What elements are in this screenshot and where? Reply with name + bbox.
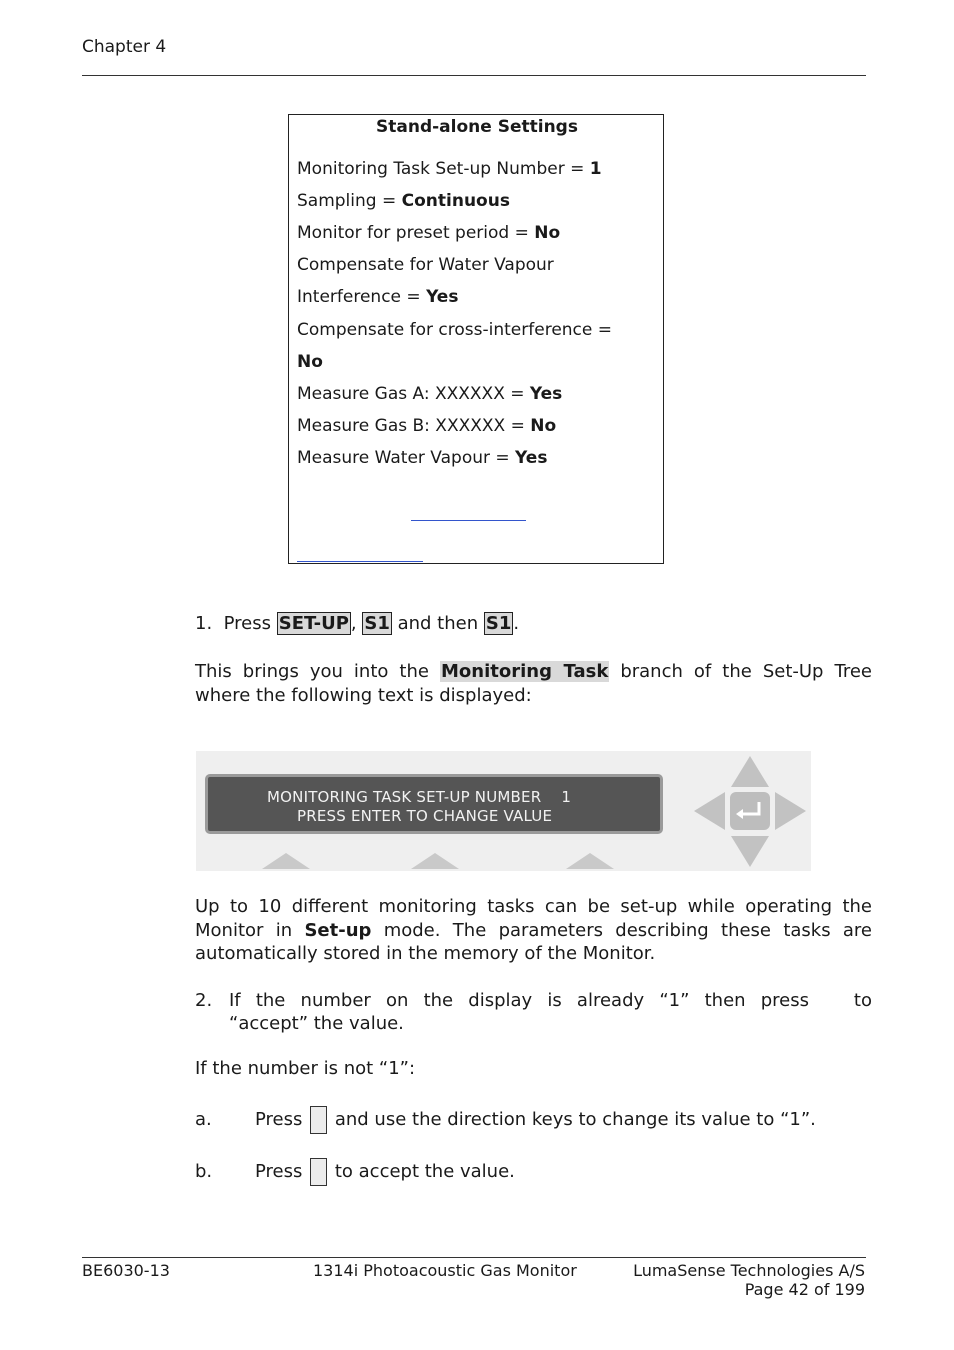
chapter-header: Chapter 4: [82, 37, 167, 57]
enter-key-icon[interactable]: [730, 792, 770, 830]
settings-line: Monitor for preset period = No: [297, 223, 561, 243]
settings-line: Measure Gas A: XXXXXX = Yes: [297, 384, 563, 404]
lcd-value: 1: [561, 788, 572, 806]
header-rule: [82, 75, 866, 76]
settings-line: Measure Water Vapour = Yes: [297, 448, 548, 468]
step-number: 2.: [195, 990, 213, 1011]
settings-line: Compensate for Water Vapour: [297, 255, 554, 275]
soft-key-1-arrow-icon[interactable]: [262, 853, 310, 869]
direction-keypad: [693, 754, 807, 868]
lcd-line-2: PRESS ENTER TO CHANGE VALUE: [297, 807, 553, 825]
lcd-display: [205, 774, 663, 834]
left-arrow-icon[interactable]: [694, 792, 725, 830]
soft-key-3-arrow-icon[interactable]: [566, 853, 614, 869]
blank-key-icon[interactable]: [310, 1158, 327, 1186]
s1-key[interactable]: S1: [485, 613, 512, 634]
footer-company: LumaSense Technologies A/S: [633, 1261, 865, 1280]
footer-doc-id: BE6030-13: [82, 1261, 170, 1280]
hyperlink-underline[interactable]: [297, 561, 423, 562]
footer-rule: [82, 1257, 866, 1258]
lcd-line-1: MONITORING TASK SET-UP NUMBER: [267, 788, 542, 806]
soft-key-2-arrow-icon[interactable]: [411, 853, 459, 869]
setup-key[interactable]: SET-UP: [278, 613, 349, 634]
monitoring-task-highlight: Monitoring Task: [440, 661, 609, 682]
settings-line: No: [297, 352, 323, 372]
blank-key-icon[interactable]: [310, 1106, 327, 1134]
settings-line: Interference = Yes: [297, 287, 459, 307]
settings-title: Stand-alone Settings: [376, 117, 578, 137]
step-number: 1.: [195, 613, 213, 634]
monitor-display-panel: [196, 751, 811, 871]
not-one-paragraph: If the number is not “1”:: [195, 1058, 416, 1079]
settings-line: Measure Gas B: XXXXXX = No: [297, 416, 557, 436]
tasks-paragraph: Up to 10 different monitoring tasks can be set-up while operating the Monitor in Set-up mode. The parameters describing these tasks are automatically stored in the memory of the Monitor.: [195, 896, 872, 964]
settings-line: Sampling = Continuous: [297, 191, 510, 211]
substep-a: a. Press and use the direction keys to change its value to “1”.: [195, 1106, 816, 1134]
intro-paragraph: This brings you into the Monitoring Task branch of the Set-Up Tree where the following text is displayed:: [195, 661, 872, 706]
step-2: 2. If the number on the display is already “1” then press to “accept” the value.: [195, 990, 872, 1034]
substep-b: b. Press to accept the value.: [195, 1158, 515, 1186]
footer-product: 1314i Photoacoustic Gas Monitor: [313, 1261, 577, 1280]
step-1: 1. Press SET-UP , S1 and then S1 .: [195, 613, 520, 634]
s1-key[interactable]: S1: [364, 613, 390, 634]
footer-page-number: Page 42 of 199: [744, 1280, 865, 1299]
down-arrow-icon[interactable]: [731, 836, 769, 867]
standalone-settings-box: [288, 114, 664, 564]
up-arrow-icon[interactable]: [731, 756, 769, 787]
settings-line: Compensate for cross-interference =: [297, 320, 613, 340]
settings-line: Monitoring Task Set-up Number = 1: [297, 159, 602, 179]
right-arrow-icon[interactable]: [775, 792, 806, 830]
hyperlink-underline[interactable]: [411, 520, 526, 521]
